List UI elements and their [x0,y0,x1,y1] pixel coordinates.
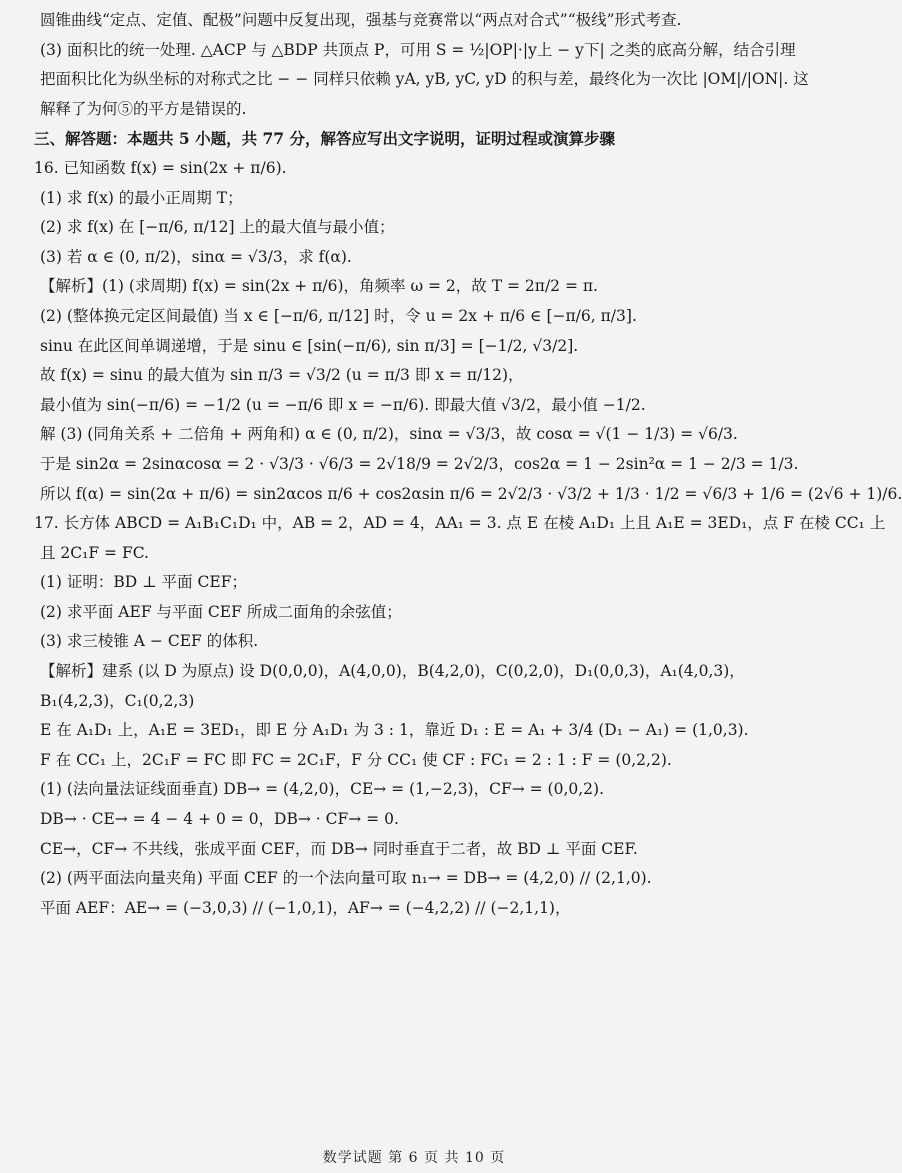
text-line: (1) 求 f(x) 的最小正周期 T； [40,188,243,207]
text-line: 故 f(x) = sinu 的最大值为 sin π/3 = √3/2 (u = π/3 即 x = π/12)， [40,366,524,385]
text-line: F 在 CC₁ 上，2C₁F = FC 即 FC = 2C₁F，F 分 CC₁ 使 CF : FC₁ = 2 : 1 : F = (0,2,2). [40,750,672,769]
text-line: (3) 求三棱锥 A − CEF 的体积. [40,632,259,651]
text-line: 且 2C₁F = FC. [40,543,149,562]
text-line: 三、解答题：本题共 5 小题，共 77 分，解答应写出文字说明，证明过程或演算步骤 [34,129,615,149]
text-line: (1) (法向量法证线面垂直) DB→ = (4,2,0)，CE→ = (1,−2,3)，CF→ = (0,0,2). [40,780,605,799]
page-footer: 数学试题 第 6 页 共 10 页 [322,1150,506,1166]
text-line: CE→，CF→ 不共线，张成平面 CEF，而 DB→ 同时垂直于二者，故 BD ⊥ 平面 CEF. [40,839,638,858]
text-line: 于是 sin2α = 2sinαcosα = 2 · √3/3 · √6/3 = 2√18/9 = 2√2/3，cos2α = 1 − 2sin²α = 1 − 2/3 = 1/3. [40,454,799,473]
text-line: sinu 在此区间单调递增，于是 sinu ∈ [sin(−π/6), sin π/3] = [−1/2, √3/2]. [40,336,579,355]
text-line: DB→ · CE→ = 4 − 4 + 0 = 0，DB→ · CF→ = 0. [40,810,399,829]
text-line: 17. 长方体 ABCD = A₁B₁C₁D₁ 中，AB = 2，AD = 4，AA₁ = 3. 点 E 在棱 A₁D₁ 上且 A₁E = 3ED₁，点 F 在棱 CC₁ 上 [34,514,886,533]
text-line: (1) 证明：BD ⊥ 平面 CEF； [40,573,247,592]
text-line: E 在 A₁D₁ 上，A₁E = 3ED₁，即 E 分 A₁D₁ 为 3 : 1，靠近 D₁ : E = A₁ + 3/4 (D₁ − A₁) = (1,0,3). [40,721,749,740]
text-line: 解 (3) (同角关系 + 二倍角 + 两角和) α ∈ (0, π/2)，sinα = √3/3，故 cosα = √(1 − 1/3) = √6/3. [40,425,738,444]
text-line: (2) (整体换元定区间最值) 当 x ∈ [−π/6, π/12] 时，令 u = 2x + π/6 ∈ [−π/6, π/3]. [40,306,637,325]
text-line: 16. 已知函数 f(x) = sin(2x + π/6). [34,158,287,177]
text-line: B₁(4,2,3)，C₁(0,2,3) [40,691,195,710]
text-line: (2) 求 f(x) 在 [−π/6, π/12] 上的最大值与最小值； [40,218,395,237]
text-line: (2) (两平面法向量夹角) 平面 CEF 的一个法向量可取 n₁→ = DB→ = (4,2,0) // (2,1,0). [40,869,652,888]
text-line: 圆锥曲线“定点、定值、配极”问题中反复出现，强基与竞赛常以“两点对合式”“极线”形式考查. [40,11,682,29]
text-line: (3) 面积比的统一处理. △ACP 与 △BDP 共顶点 P，可用 S = ½|OP|·|y上 − y下| 之类的底高分解，结合引理 [40,40,796,59]
text-line: 解释了为何⑤的平方是错误的. [40,99,247,118]
text-line: 所以 f(α) = sin(2α + π/6) = sin2αcos π/6 + cos2αsin π/6 = 2√2/3 · √3/2 + 1/3 · 1/2 = √6/3 + 1/6 = (2√6 + 1)/6. [40,484,902,503]
text-line: (2) 求平面 AEF 与平面 CEF 所成二面角的余弦值； [40,602,402,621]
page-body [34,6,902,923]
text-line: 平面 AEF：AE→ = (−3,0,3) // (−1,0,1)，AF→ = (−4,2,2) // (−2,1,1)， [40,898,571,917]
text-line: 把面积比化为纵坐标的对称式之比 − − 同样只依赖 yA, yB, yC, yD 的积与差，最终化为一次比 |OM|/|ON|. 这 [40,70,809,89]
text-line: 最小值为 sin(−π/6) = −1/2 (u = −π/6 即 x = −π/6). 即最大值 √3/2，最小值 −1/2. [40,395,646,414]
text-line: 【解析】建系 (以 D 为原点) 设 D(0,0,0)，A(4,0,0)，B(4,2,0)，C(0,2,0)，D₁(0,0,3)，A₁(4,0,3)， [40,662,745,681]
text-line: 【解析】(1) (求周期) f(x) = sin(2x + π/6)，角频率 ω = 2，故 T = 2π/2 = π. [40,277,598,296]
text-line: (3) 若 α ∈ (0, π/2)，sinα = √3/3，求 f(α). [40,247,352,266]
